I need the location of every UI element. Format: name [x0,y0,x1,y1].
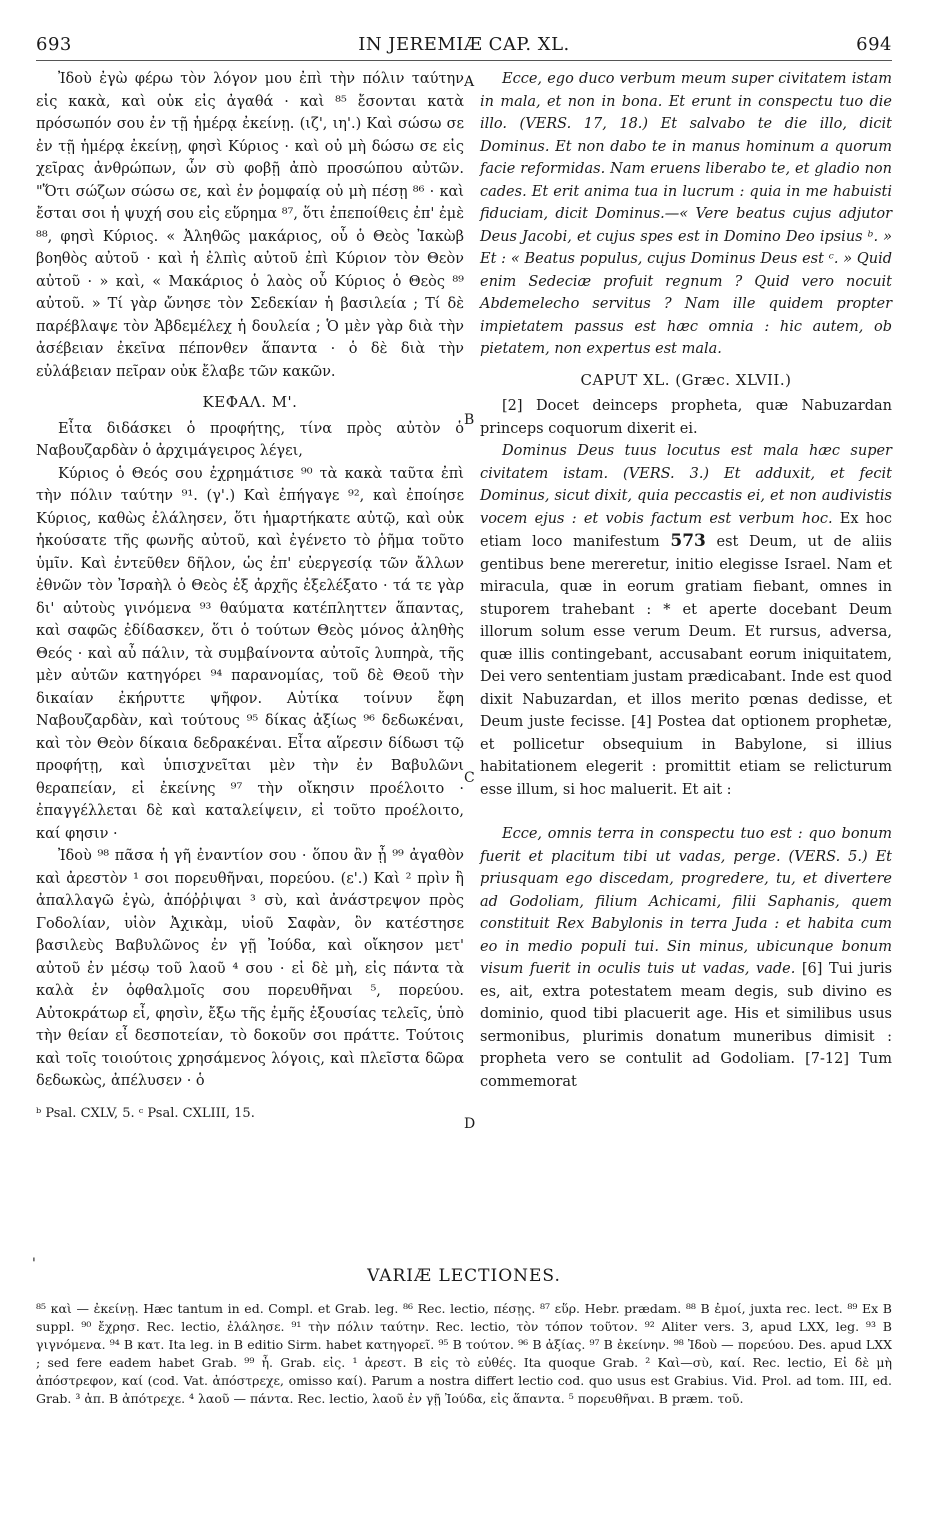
page-header [36,34,892,60]
variae-lectiones-heading: VARIÆ LECTIONES. [367,1266,561,1286]
latin-scripture-4: Ecce, omnis terra in conspectu tuo est : quo bonum fuerit et placitum tibi ut vadas, perge. (VERS. 5.) Et priusquam ego discedam, progredere, tu, et divertere ad Godoliam, filium Achicami, filii Saphanis, quem constituit Rex Babylonis in terra Juda : et habita cum eo in medio populi tui. Sin minus, ubicunque bonum visum fuerit in oculis tuis ut vadas, vade. [480,826,892,977]
footnotes: ᵇ Psal. CXLV, 5. ᶜ Psal. CXLIII, 15. [36,1105,255,1121]
latin-paragraph-4 [480,823,892,1093]
greek-paragraph-3: Κύριος ὁ Θεός σου ἐχρημάτισε ⁹⁰ τὰ κακὰ ταῦτα ἐπὶ τὴν πόλιν ταύτην ⁹¹. (γ'.) Καὶ ἐπήγαγε ⁹², καὶ ἐποίησε Κύριος, καθὼς ἐλάλησεν, ὅτι ἡμαρτήκατε αὐτῷ, καὶ οὐκ ἠκούσατε τῆς φωνῆς αὐτοῦ, καὶ ἐγένετο τὸ ῥῆμα τοῦτο ὑμῖν. Καὶ ἐντεῦθεν δῆλον, ὡς ἐπ' εὐεργεσίᾳ τῶν ἄλλων ἐθνῶν τὸν Ἰσραὴλ ὁ Θεὸς ἐξ ἀρχῆς ἐξελέξατο · τά τε γὰρ δι' αὐτοὺς γινόμενα ⁹³ θαύματα κατέπληττεν ἅπαντας, καὶ σαφῶς ἐδίδασκεν, ὅτι ὁ τούτων Θεὸς μόνος ἀληθὴς Θεός · καὶ αὖ πάλιν, τὰ συμβαίνοντα αὐτοῖς λυπηρὰ, τῆς μὲν αὐτῶν κατηγόρει ⁹⁴ παρανομίας, τοῦ δὲ Θεοῦ τὴν δικαίαν ἐκήρυττε ψῆφον. Αὐτίκα τοίνυν ἔφη Ναβουζαρδὰν, καὶ τούτους ⁹⁵ δίκας ἀξίως ⁹⁶ δεδωκέναι, καὶ τὸν Θεὸν δίκαια δεδρακέναι. Εἶτα αἵρεσιν δίδωσι τῷ προφήτῃ, καὶ ὑπισχνεῖται μὲν τὴν ἐν Βαβυλῶνι θεραπείαν, εἰ ἐκείνης ⁹⁷ τὴν οἴκησιν προέλοιτο · ἐπαγγέλλεται δὲ καὶ καταλείψειν, εἰ τοῦτο προέλοιτο, καί φησιν · [36,465,464,842]
latin-commentary-3a: Ex hoc etiam loco manifestum [480,510,892,550]
greek-chapter-heading: ΚΕΦΑΛ. Μ'. [202,393,298,411]
header-rule [36,60,892,61]
greek-column [36,68,464,1125]
latin-paragraph-3 [480,440,892,801]
running-title: IN JEREMIÆ CAP. XL. [358,34,570,55]
margin-marker-c: C [464,770,475,786]
greek-paragraph-2: Εἶτα διδάσκει ὁ προφήτης, τίνα πρὸς αὐτὸν ὁ Ναβουζαρδὰν ὁ ἀρχιμάγειρος λέγει, [36,420,464,459]
latin-paragraph-2: [2] Docet deinceps propheta, quæ Nabuzardan princeps coquorum dixerit ei. [480,398,892,437]
latin-column [480,68,892,1093]
greek-paragraph-4: Ἰδοὺ ⁹⁸ πᾶσα ἡ γῆ ἐναντίον σου · ὅπου ἂν ᾖ ⁹⁹ ἀγαθὸν καὶ ἀρεστὸν ¹ σοι πορευθῆναι, πορεύου. (ε'.) Καὶ ² πρὶν ἢ ἀπαλλαγῶ ἐγὼ, ἀπόῤῥιψαι ³ σὺ, καὶ ἀνάστρεψον πρὸς Γοδολίαν, υἱὸν Ἀχικὰμ, υἱοῦ Σαφὰν, ὃν κατέστησε βασιλεὺς Βαβυλῶνος ἐν γῇ Ἰούδα, καὶ οἴκησον μετ' αὐτοῦ ἐν μέσῳ τοῦ λαοῦ ⁴ σου · εἰ δὲ μὴ, εἰς πάντα τὰ καλὰ ἐν ὀφθαλμοῖς σου πορευθῆναι ⁵, πορεύου. Αὐτοκράτωρ εἶ, φησὶν, ἔξω τῆς ἐμῆς ἐξουσίας τελεῖς, ὑπὸ τὴν θείαν εἶ δεσποτείαν, τὸ δοκοῦν σοι πράττε. Τούτοις καὶ τοῖς τοιούτοις χρησάμενος λόγοις, καὶ πλεῖστα δῶρα δεδωκὼς, ἀπέλυσεν · ὁ [36,848,464,1089]
latin-paragraph-1: Ecce, ego duco verbum meum super civitatem istam in mala, et non in bona. Et erunt in conspectu tuo die illo. (VERS. 17, 18.) Et salvabo te die illo, dicit Dominus. Et non dabo te in manus hominum a quorum facie reformidas. Nam eruens liberabo te, et gladio non cades. Et erit anima tua in lucrum : quia in me habuisti fiduciam, dicit Dominus.—« Vere beatus cujus adjutor Deus Jacobi, et cujus spes est in Domino Deo ipsius ᵇ. » Et : « Beatus populus, cujus Dominus Deus est ᶜ. » Quid enim Sedeciæ profuit regnum ? Quid vero nocuit Abdemelecho servitus ? Nam ille quidem propter impietatem passus est hæc omnia : hic autem, ob pietatem, non expertus est mala. [480,71,892,357]
latin-commentary-4: [6] Tui juris es, ait, extra potestatem meam degis, sub divino es dominio, quod tibi placuerit age. His et similibus usus sermonibus, plurimis donatum muneribus dimisit : propheta vero se contulit ad Godoliam. [7-12] Tum commemorat [480,961,893,1090]
latin-commentary-3b: est Deum, ut de aliis gentibus bene mereretur, initio elegisse Israel. Nam et miracula, quæ in eorum gratiam fiebant, omnes in stuporem trahebant : * et aperte docebant Deum illorum solum esse verum Deum. Et rursus, adversa, quæ illis contingebant, accusabant eorum iniquitatem, Dei vero sententiam justam prædicabant. Inde est quod dixit Nabuzardan, et illos merito pœnas dedisse, et Deum juste fecisse. [4] Postea dat optionem prophetæ, et pollicetur obsequium in Babylone, si illius habitationem elegerit : promittit etiam se relicturum esse illum, si hoc maluerit. Et ait : [480,534,892,798]
margin-marker-a: A [464,74,475,90]
column-number: 573 [670,531,706,551]
latin-scripture-3: Dominus Deus tuus locutus est mala hæc super civitatem istam. (VERS. 3.) Et adduxit, et fecit Dominus, sicut dixit, quia peccastis ei, et non audivistis vocem ejus : et vobis factum est verbum hoc. [480,443,892,527]
margin-marker-b: B [464,412,475,428]
margin-marker-d: D [464,1116,476,1132]
page-number-right: 694 [856,34,892,55]
stray-mark: ' [32,1256,36,1272]
variae-lectiones-text: ⁸⁵ καὶ — ἐκείνῃ. Hæc tantum in ed. Compl. et Grab. leg. ⁸⁶ Rec. lectio, πέσῃς. ⁸⁷ εὕρ. Hebr. prædam. ⁸⁸ B ἐμοί, juxta rec. lect. ⁸⁹ Ex B suppl. ⁹⁰ ἔχρησ. Rec. lectio, ἐλάλησε. ⁹¹ τὴν πόλιν ταύτην. Rec. lectio, τὸν τόπον τοῦτον. ⁹² Aliter vers. 3, apud LXX, leg. ⁹³ B γιγνόμενα. ⁹⁴ B κατ. Ita leg. in B editio Sirm. habet κατηγορεῖ. ⁹⁵ B τούτον. ⁹⁶ B ἀξίας. ⁹⁷ B ἐκείνην. ⁹⁸ Ἰδοὺ — πορεύου. Des. apud LXX ; sed fere eadem habet Grab. ⁹⁹ ἦ. Grab. εἰς. ¹ ἀρεστ. B εἰς τὸ εὐθές. Ita quoque Grab. ² Καὶ—σὺ, καί. Rec. lectio, Εἰ δὲ μὴ ἀπόστρεφον, καί (cod. Vat. ἀπόστρεχε, omisso καί). Parum a nostra differt lectio cod. quo usus est Grabius. Vid. Prol. ad tom. III, ed. Grab. ³ ἀπ. B ἀπότρεχε. ⁴ λαοῦ — πάντα. Rec. lectio, λαοῦ ἐν γῇ Ἰούδα, εἰς ἅπαντα. ⁵ πορευθῆναι. B præm. τοῦ. [36,1301,892,1406]
page-number-left: 693 [36,34,72,55]
latin-chapter-heading: CAPUT XL. (Græc. XLVII.) [580,370,792,389]
greek-paragraph-1: Ἰδοὺ ἐγὼ φέρω τὸν λόγον μου ἐπὶ τὴν πόλιν ταύτην εἰς κακὰ, καὶ οὐκ εἰς ἀγαθά · καὶ ⁸⁵ ἔσονται κατὰ πρόσωπόν σου ἐν τῇ ἡμέρᾳ ἐκείνῃ. (ιζ', ιη'.) Καὶ σώσω σε ἐν τῇ ἡμέρᾳ ἐκείνῃ, φησὶ Κύριος · καὶ οὐ μὴ δώσω σε εἰς χεῖρας ἀνθρώπων, ὧν σὺ φοβῇ ἀπὸ προσώπου αὐτῶν. "Ὅτι σώζων σώσω σε, καὶ ἐν ῥομφαίᾳ οὐ μὴ πέσῃ ⁸⁶ · καὶ ἔσται σοι ἡ ψυχή σου εἰς εὕρημα ⁸⁷, ὅτι ἐπεποίθεις ἐπ' ἐμὲ ⁸⁸, φησὶ Κύριος. « Ἀληθῶς μακάριος, οὗ ὁ Θεὸς Ἰακὼβ βοηθὸς αὐτοῦ · καὶ ἡ ἐλπὶς αὐτοῦ ἐπὶ Κύριον τὸν Θεὸν αὐτοῦ · » καὶ, « Μακάριος ὁ λαὸς οὗ Κύριος ὁ Θεὸς ⁸⁹ αὐτοῦ. » Τί γὰρ ὤνησε τὸν Σεδεκίαν ἡ βασιλεία ; Τί δὲ παρέβλαψε τὸν Ἀβδεμέλεχ ἡ δουλεία ; Ὁ μὲν γὰρ διὰ τὴν ἀσέβειαν ἐκεῖνα πέπονθεν ἅπαντα · ὁ δὲ διὰ τὴν εὐλάβειαν πεῖραν οὐκ ἔλαβε τῶν κακῶν. [36,71,464,380]
